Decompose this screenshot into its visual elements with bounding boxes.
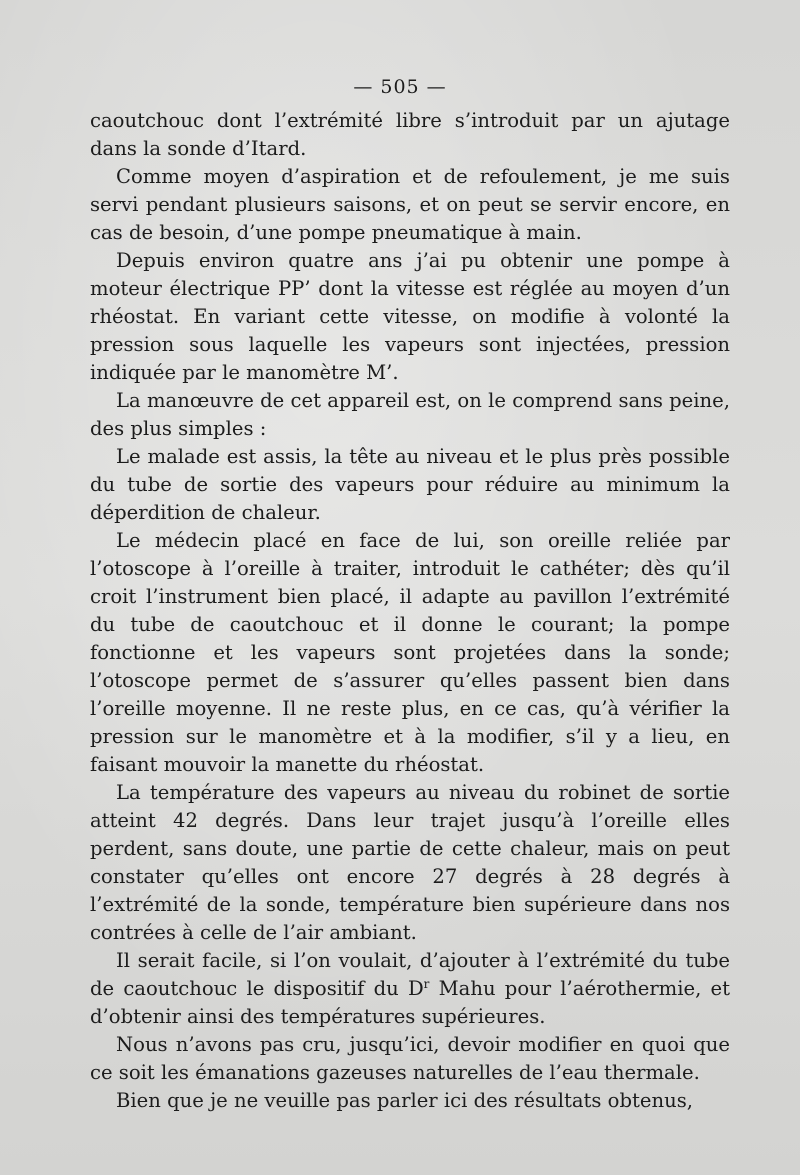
paragraph-8-superscript: r [423,977,430,991]
paragraph-8-before: Il serait facile, si l’on voulait, d’ajouter à l’extrémité du tube de caoutchouc le dispositif du D [90,949,730,1000]
paragraph-9: Nous n’avons pas cru, jusqu’ici, devoir modifier en quoi que ce soit les émanations gazeuses naturelles de l’eau thermale. [90,1033,730,1084]
paragraph-5: Le malade est assis, la tête au niveau et le plus près possible du tube de sortie des vapeurs pour réduire au minimum la déperdition de chaleur. [90,445,730,524]
paragraph-8 [90,947,730,1031]
paragraph-4: La manœuvre de cet appareil est, on le comprend sans peine, des plus simples : [90,389,730,440]
paragraph-3: Depuis environ quatre ans j’ai pu obtenir une pompe à moteur électrique PP’ dont la vitesse est réglée au moyen d’un rhéostat. En variant cette vitesse, on modifie à volonté la pression sous laquelle les vapeurs sont injectées, pression indiquée par le manomètre M’. [90,249,730,384]
paragraph-1: caoutchouc dont l’extrémité libre s’introduit par un ajutage dans la sonde d’Itard. [90,109,730,160]
paragraph-8-after: Mahu pour l’aérothermie, et d’obtenir ainsi des températures supérieures. [90,977,731,1028]
page-number: — 505 — [353,76,447,98]
paragraph-7: La température des vapeurs au niveau du robinet de sortie atteint 42 degrés. Dans leur trajet jusqu’à l’oreille elles perdent, sans doute, une partie de cette chaleur, mais on peut constater qu’elles ont encore 27 degrés à 28 degrés à l’extrémité de la sonde, température bien supérieure dans nos contrées à celle de l’air ambiant. [90,781,730,944]
paragraph-10: Bien que je ne veuille pas parler ici des résultats obtenus, [116,1089,694,1112]
paragraph-2: Comme moyen d’aspiration et de refoulement, je me suis servi pendant plusieurs saisons, et on peut se servir encore, en cas de besoin, d’une pompe pneumatique à main. [90,165,730,244]
paragraph-6: Le médecin placé en face de lui, son oreille reliée par l’otoscope à l’oreille à traiter, introduit le cathéter; dès qu’il croit l’instrument bien placé, il adapte au pavillon l’extrémité du tube de caoutchouc et il donne le courant; la pompe fonctionne et les vapeurs sont projetées dans la sonde; l’otoscope permet de s’assurer qu’elles passent bien dans l’oreille moyenne. Il ne reste plus, en ce cas, qu’à vérifier la pression sur le manomètre et à la modifier, s’il y a lieu, en faisant mouvoir la manette du rhéostat. [90,529,730,776]
body-text [90,107,730,1115]
